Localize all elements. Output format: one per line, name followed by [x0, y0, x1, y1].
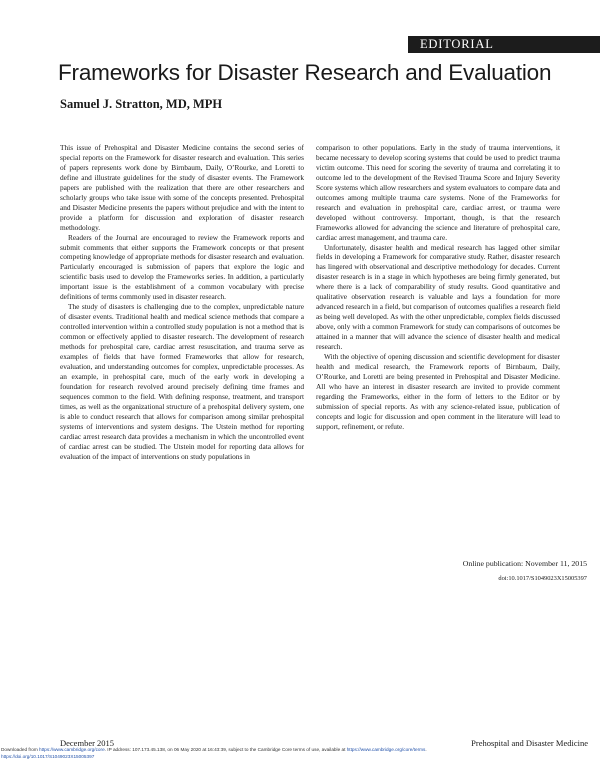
- journal-name: Prehospital and Disaster Medicine: [471, 738, 588, 748]
- article-title: Frameworks for Disaster Research and Evaluation: [58, 60, 552, 85]
- download-end: .: [425, 747, 427, 752]
- terms-link[interactable]: https://www.cambridge.org/core/terms: [346, 747, 426, 752]
- issue-date: December 2015: [60, 738, 115, 748]
- paragraph: This issue of Prehospital and Disaster Medicine contains the second series of special reports on the Framework for disaster research and evaluation. This series of papers represents work done by Birnbaum, Daily, O’Rourke, and Loretti to define and illustrate guidelines for the study of disaster events. The Framework papers are published with the realization that there are other researchers and scholarly groups who take issue with some of the concepts presented. Prehospital and Disaster Medicine presents the papers without prejudice and with the intent to provide a platform for discussion and exploration of disaster research methodology.: [60, 143, 304, 232]
- download-notice: [1, 747, 599, 760]
- doi-link[interactable]: https://doi.org/10.1017/S1049023X15005397: [1, 753, 95, 759]
- online-publication-date: Online publication: November 11, 2015: [462, 559, 587, 568]
- cambridge-core-link[interactable]: https://www.cambridge.org/core: [39, 747, 105, 752]
- paragraph: With the objective of opening discussion and scientific development for disaster health and medical research, the Framework reports of Birnbaum, Daily, O’Rourke, and Loretti are being presented in Prehospital and Disaster Medicine. All who have an interest in disaster research are invited to provide comment regarding the Frameworks, either in the form of letters to the Editor or by submission of special reports. As with any science-related issue, publication of concepts and logic for discussion and open comment in the literature will lead to support, refinement, or refute.: [316, 352, 560, 431]
- paragraph: The study of disasters is challenging due to the complex, unpredictable nature of disaster events. Traditional health and medical science methods that compare a controlled intervention within a controlled study population is not a method that is common or effectively applied to disaster research. The development of research methods for prehospital care, cardiac arrest resuscitation, and trauma serve as examples of fields that have formed Frameworks that allow for research, evaluation, and understanding outcomes for complex, unpredictable processes. As an example, in prehospital care, much of the early work in developing a foundation for research revolved around precisely defining time frames and sequences common to the field. With defining response, treatment, and transport times, as well as the organizational structure of a prehospital delivery system, one is able to conduct research that allows for comparison among similar prehospital systems of interventions and system designs. The Utstein method for reporting cardiac arrest research data provides a mechanism in which the uncontrolled event of cardiac arrest can be studied. The Utstein model for reporting data allows for evaluation of the impact of interventions on study populations in: [60, 302, 304, 461]
- publication-info: [316, 559, 587, 583]
- download-middle: . IP address: 107.173.45.138, on 06 May 2020 at 16:43:39, subject to the Cambridge Core terms of use, available at: [104, 747, 347, 752]
- author-byline: Samuel J. Stratton, MD, MPH: [60, 97, 223, 111]
- paragraph: Unfortunately, disaster health and medical research has lagged other similar fields in developing a Framework for comparative study. Rather, disaster research has lingered with observational and descriptive methodology for decades. Current disaster research is in a stage in which hypotheses are being firmly generated, but where there is a lack of comparability of study results. Good quantitative and qualitative observation research is valuable and lays a foundation for more advanced research in a field, but comparison of outcomes qualifies a research field as being well developed. As with the other unpredictable, complex fields discussed above, only with a common Framework for study can comparisons of outcomes be attained in a manner that will advance the science of disaster health and medical research.: [316, 242, 560, 352]
- article-doi: doi:10.1017/S1049023X15005397: [498, 575, 587, 582]
- paragraph: comparison to other populations. Early in the study of trauma interventions, it became necessary to develop scoring systems that could be used to predict trauma victim outcome. This need for scoring the severity of trauma and correlating it to outcome led to the development of the Revised Trauma Score and Injury Severity Score systems which allow researchers and system evaluators to compare data and outcomes among multiple trauma care systems. None of the Frameworks for research and evaluation in prehospital care, cardiac arrest, or trauma were developed without controversy. Important, though, is that the research Frameworks allowed for advancing the science and literature of prehospital care, cardiac arrest management, and trauma care.: [316, 143, 560, 242]
- section-badge: EDITORIAL: [408, 36, 600, 53]
- body-column-right: [316, 143, 560, 432]
- download-prefix: Downloaded from: [1, 747, 40, 752]
- body-column-left: [60, 143, 304, 462]
- paragraph: Readers of the Journal are encouraged to review the Framework reports and submit comments that either supports the Framework concepts or that present competing knowledge of appropriate methods for disaster research and evaluation. Particularly encouraged is submission of papers that explore the logic and scientific basis used to develop the Frameworks series. In addition, a particularly important issue is the establishment of a common vocabulary with precise definitions of terms commonly used in disaster research.: [60, 232, 304, 302]
